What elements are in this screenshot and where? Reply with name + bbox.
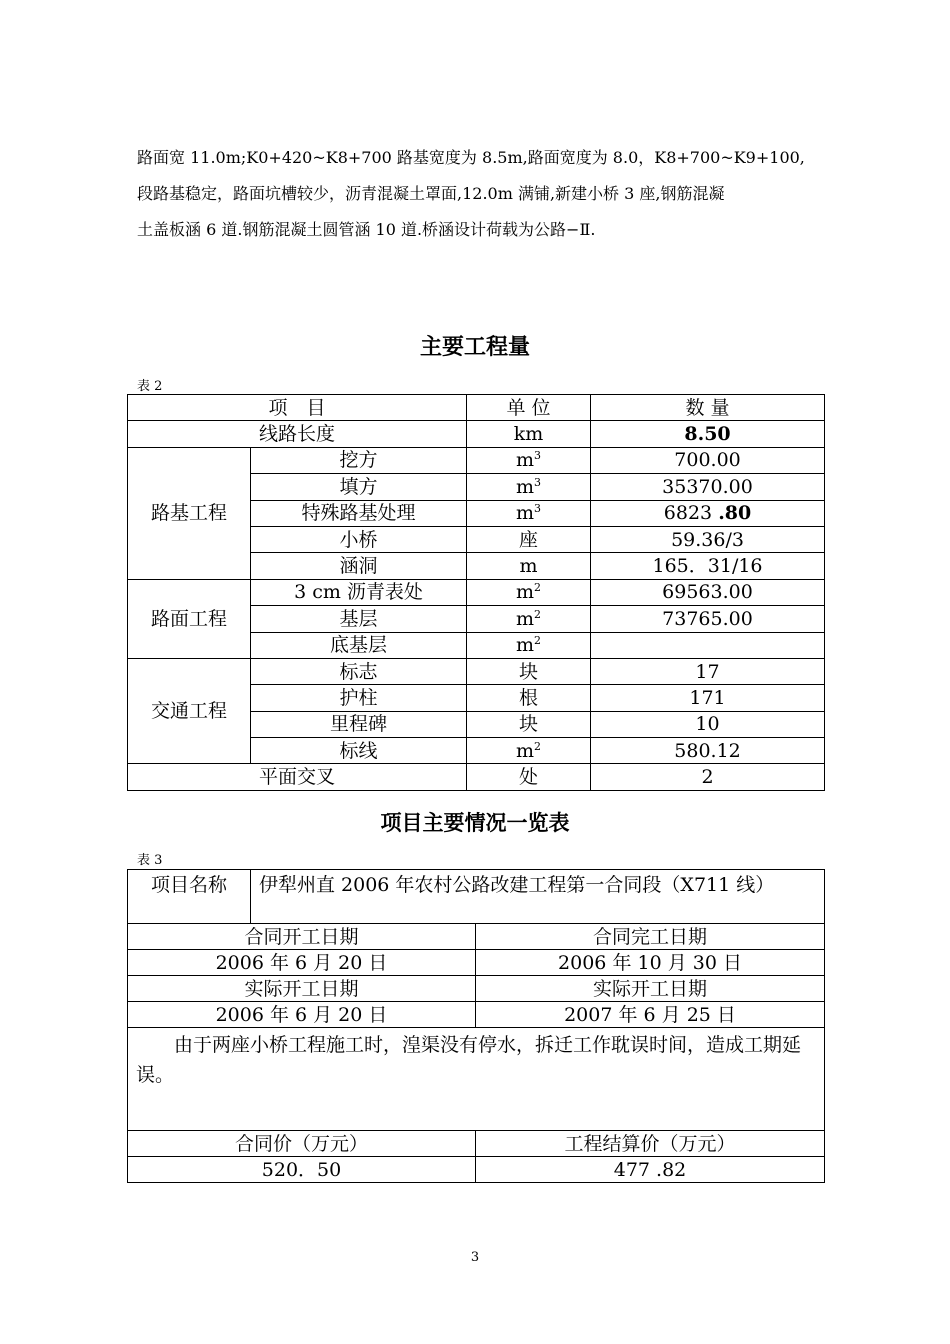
row-qty: 35370.00	[591, 474, 825, 500]
actual-end-label: 实际开工日期	[476, 976, 825, 1002]
row-name: 标志	[251, 658, 467, 684]
row-qty: 171	[591, 685, 825, 711]
row-unit: m	[467, 553, 591, 579]
table-row	[128, 950, 825, 976]
table-row	[128, 1131, 825, 1157]
table-row	[128, 1028, 825, 1131]
row-qty	[591, 632, 825, 658]
route-qty: 8.50	[591, 421, 825, 447]
table1-title: 主要工程量	[419, 335, 530, 360]
row-qty: 165．31/16	[591, 553, 825, 579]
table-row	[128, 1002, 825, 1028]
row-qty: 580.12	[591, 738, 825, 764]
table-row	[128, 658, 825, 684]
table-row	[128, 421, 825, 447]
contract-price: 520．50	[128, 1157, 476, 1183]
row-name: 标线	[251, 738, 467, 764]
project-name-label: 项目名称	[128, 870, 251, 924]
row-unit: 块	[467, 658, 591, 684]
row-name: 涵洞	[251, 553, 467, 579]
row-unit: $m^2$	[467, 606, 591, 632]
table-header-row	[128, 395, 825, 421]
row-name: 3 cm 沥青表处	[251, 579, 467, 605]
row-qty: 10	[591, 711, 825, 737]
table2-title: 项目主要情况一览表	[380, 811, 570, 835]
contract-price-label: 合同价（万元）	[128, 1131, 476, 1157]
row-qty: 73765.00	[591, 606, 825, 632]
intro-line-3: 土盖板涵 6 道.钢筋混凝土圆管涵 10 道.桥涵设计荷载为公路−Ⅱ.	[137, 220, 596, 239]
table-row	[128, 764, 825, 790]
row-name: 底基层	[251, 632, 467, 658]
header-unit: 单 位	[467, 395, 591, 421]
row-name: 平面交叉	[128, 764, 467, 790]
table-row	[128, 976, 825, 1002]
row-name: 特殊路基处理	[251, 500, 467, 526]
row-unit: $m^3$	[467, 447, 591, 473]
row-name: 护柱	[251, 685, 467, 711]
row-name: 基层	[251, 606, 467, 632]
row-unit: $m^3$	[467, 500, 591, 526]
row-qty: 2	[591, 764, 825, 790]
route-name: 线路长度	[128, 421, 467, 447]
contract-end-label: 合同完工日期	[476, 924, 825, 950]
group-pavement: 路面工程	[128, 579, 251, 658]
route-unit: km	[467, 421, 591, 447]
group-traffic: 交通工程	[128, 658, 251, 764]
table-row	[128, 447, 825, 473]
row-name: 里程碑	[251, 711, 467, 737]
row-qty: 59.36/3	[591, 526, 825, 552]
header-item: 项 目	[128, 395, 467, 421]
row-name: 填方	[251, 474, 467, 500]
table2-label: 表 3	[137, 853, 163, 868]
table-row	[128, 1157, 825, 1183]
row-name: 挖方	[251, 447, 467, 473]
delay-remark: 由于两座小桥工程施工时，湟渠没有停水，拆迁工作耽误时间，造成工期延误。	[128, 1028, 825, 1131]
project-summary-table	[127, 869, 825, 1183]
table-row	[128, 924, 825, 950]
row-unit: 座	[467, 526, 591, 552]
actual-end: 2007 年 6 月 25 日	[476, 1002, 825, 1028]
table-row	[128, 870, 825, 924]
header-qty: 数 量	[591, 395, 825, 421]
intro-paragraph	[137, 140, 817, 248]
row-unit: 根	[467, 685, 591, 711]
table-row	[128, 579, 825, 605]
contract-start-label: 合同开工日期	[128, 924, 476, 950]
row-qty: 6823 .80	[591, 500, 825, 526]
group-subgrade: 路基工程	[128, 447, 251, 579]
row-unit: 块	[467, 711, 591, 737]
row-unit: $m^2$	[467, 579, 591, 605]
actual-start-label: 实际开工日期	[128, 976, 476, 1002]
intro-line-2: 段路基稳定，路面坑槽较少，沥青混凝土罩面,12.0m 满铺,新建小桥 3 座,钢筋混凝	[137, 184, 725, 203]
contract-start: 2006 年 6 月 20 日	[128, 950, 476, 976]
project-name: 伊犁州直 2006 年农村公路改建工程第一合同段（X711 线）	[251, 870, 825, 924]
table1-label: 表 2	[137, 379, 163, 394]
row-unit: 处	[467, 764, 591, 790]
row-qty: 17	[591, 658, 825, 684]
row-unit: $m^2$	[467, 632, 591, 658]
contract-end: 2006 年 10 月 30 日	[476, 950, 825, 976]
intro-line-1: 路面宽 11.0m;K0+420~K8+700 路基宽度为 8.5m,路面宽度为 8.0，K8+700~K9+100,	[137, 148, 805, 167]
row-qty: 700.00	[591, 447, 825, 473]
row-name: 小桥	[251, 526, 467, 552]
row-qty: 69563.00	[591, 579, 825, 605]
row-unit: $m^3$	[467, 474, 591, 500]
actual-start: 2006 年 6 月 20 日	[128, 1002, 476, 1028]
quantities-table	[127, 394, 825, 791]
page-number: 3	[470, 1250, 480, 1265]
row-unit: $m^2$	[467, 738, 591, 764]
settlement-price-label: 工程结算价（万元）	[476, 1131, 825, 1157]
settlement-price: 477 .82	[476, 1157, 825, 1183]
